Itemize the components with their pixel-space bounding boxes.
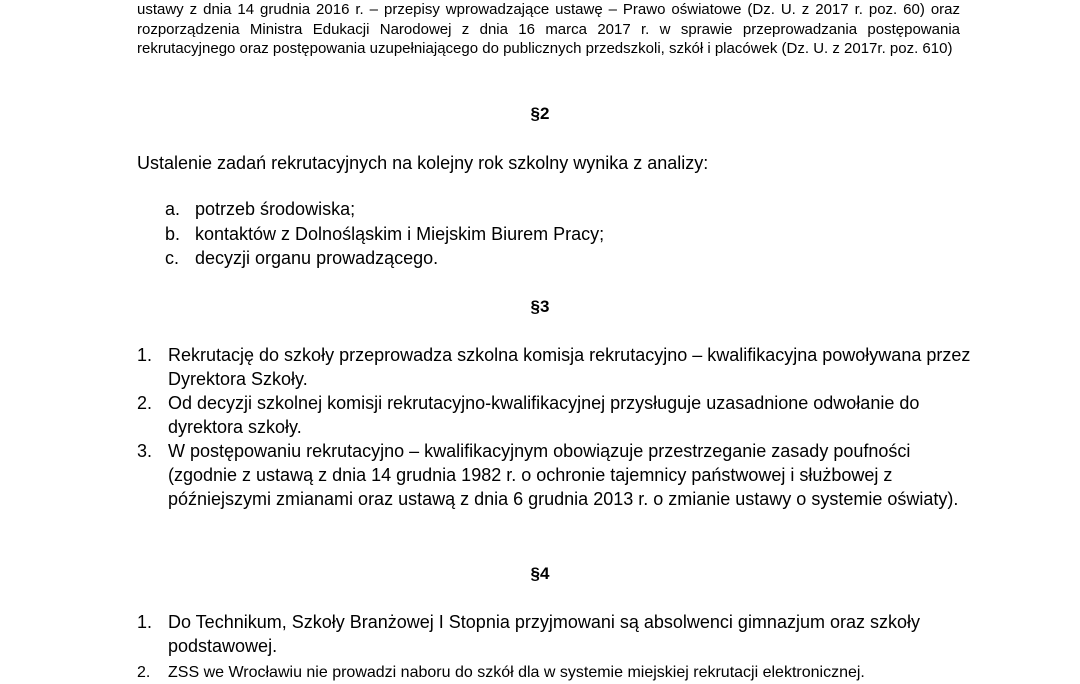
list-marker: 3. <box>137 441 153 461</box>
section-2-list <box>165 197 865 271</box>
section-3-heading: §3 <box>530 297 550 316</box>
section-4-heading: §4 <box>530 564 550 583</box>
list-item-text: Od decyzji szkolnej komisji rekrutacyjno-kwalifikacyjnej przysługuje uzasadnione odwołanie do dyrektora szkoły. <box>168 393 920 437</box>
list-marker: a. <box>165 199 181 219</box>
list-marker: c. <box>165 248 180 268</box>
list-item-text: potrzeb środowiska; <box>195 199 356 219</box>
section-4-list <box>137 610 947 684</box>
list-item <box>165 246 865 271</box>
list-item-text: ZSS we Wrocławiu nie prowadzi naboru do szkół dla w systemie miejskiej rekrutacji elektronicznej. <box>168 664 865 681</box>
list-item <box>137 343 972 391</box>
section-2-heading: §2 <box>530 104 550 123</box>
list-marker: 2. <box>137 664 151 681</box>
list-item-text: kontaktów z Dolnośląskim i Miejskim Biurem Pracy; <box>195 223 605 244</box>
list-item <box>137 610 947 658</box>
list-item-text: W postępowaniu rekrutacyjno – kwalifikacyjnym obowiązuje przestrzeganie zasady poufności (zgodnie z ustawą z dnia 14 grudnia 1982 r. o ochronie tajemnicy państwowej i służbowej z późniejszymi zmianami oraz ustawą z dnia 6 grudnia 2013 r. o zmianie ustawy o systemie oświaty). <box>168 441 959 509</box>
list-item <box>165 222 865 247</box>
list-item-text: Do Technikum, Szkoły Branżowej I Stopnia przyjmowani są absolwenci gimnazjum oraz szkoły podstawowej. <box>168 612 920 656</box>
list-item <box>137 439 972 511</box>
section-3-list <box>137 343 972 511</box>
list-item <box>137 662 947 684</box>
list-item <box>137 391 972 439</box>
section-2-lead: Ustalenie zadań rekrutacyjnych na kolejny rok szkolny wynika z analizy: <box>137 153 709 173</box>
intro-text: ustawy z dnia 14 grudnia 2016 r. – przepisy wprowadzające ustawę – Prawo oświatowe (Dz. U. z 2017 r. poz. 60) oraz rozporządzenia Ministra Edukacji Narodowej z dnia 16 marca 2017 r. w sprawie przeprowadzania postępowania rekrutacyjnego oraz postępowania uzupełniającego do publicznych przedszkoli, szkół i placówek (Dz. U. z 2017r. poz. 610) <box>137 1 960 57</box>
list-item <box>165 197 865 222</box>
intro-paragraph <box>137 0 960 59</box>
list-item-text: decyzji organu prowadzącego. <box>195 248 439 268</box>
list-marker: 1. <box>137 612 153 632</box>
list-item-text: Rekrutację do szkoły przeprowadza szkolna komisja rekrutacyjno – kwalifikacyjna powoływana przez Dyrektora Szkoły. <box>168 345 971 389</box>
list-marker: 2. <box>137 393 153 413</box>
list-marker: b. <box>165 223 181 244</box>
list-marker: 1. <box>137 345 153 365</box>
